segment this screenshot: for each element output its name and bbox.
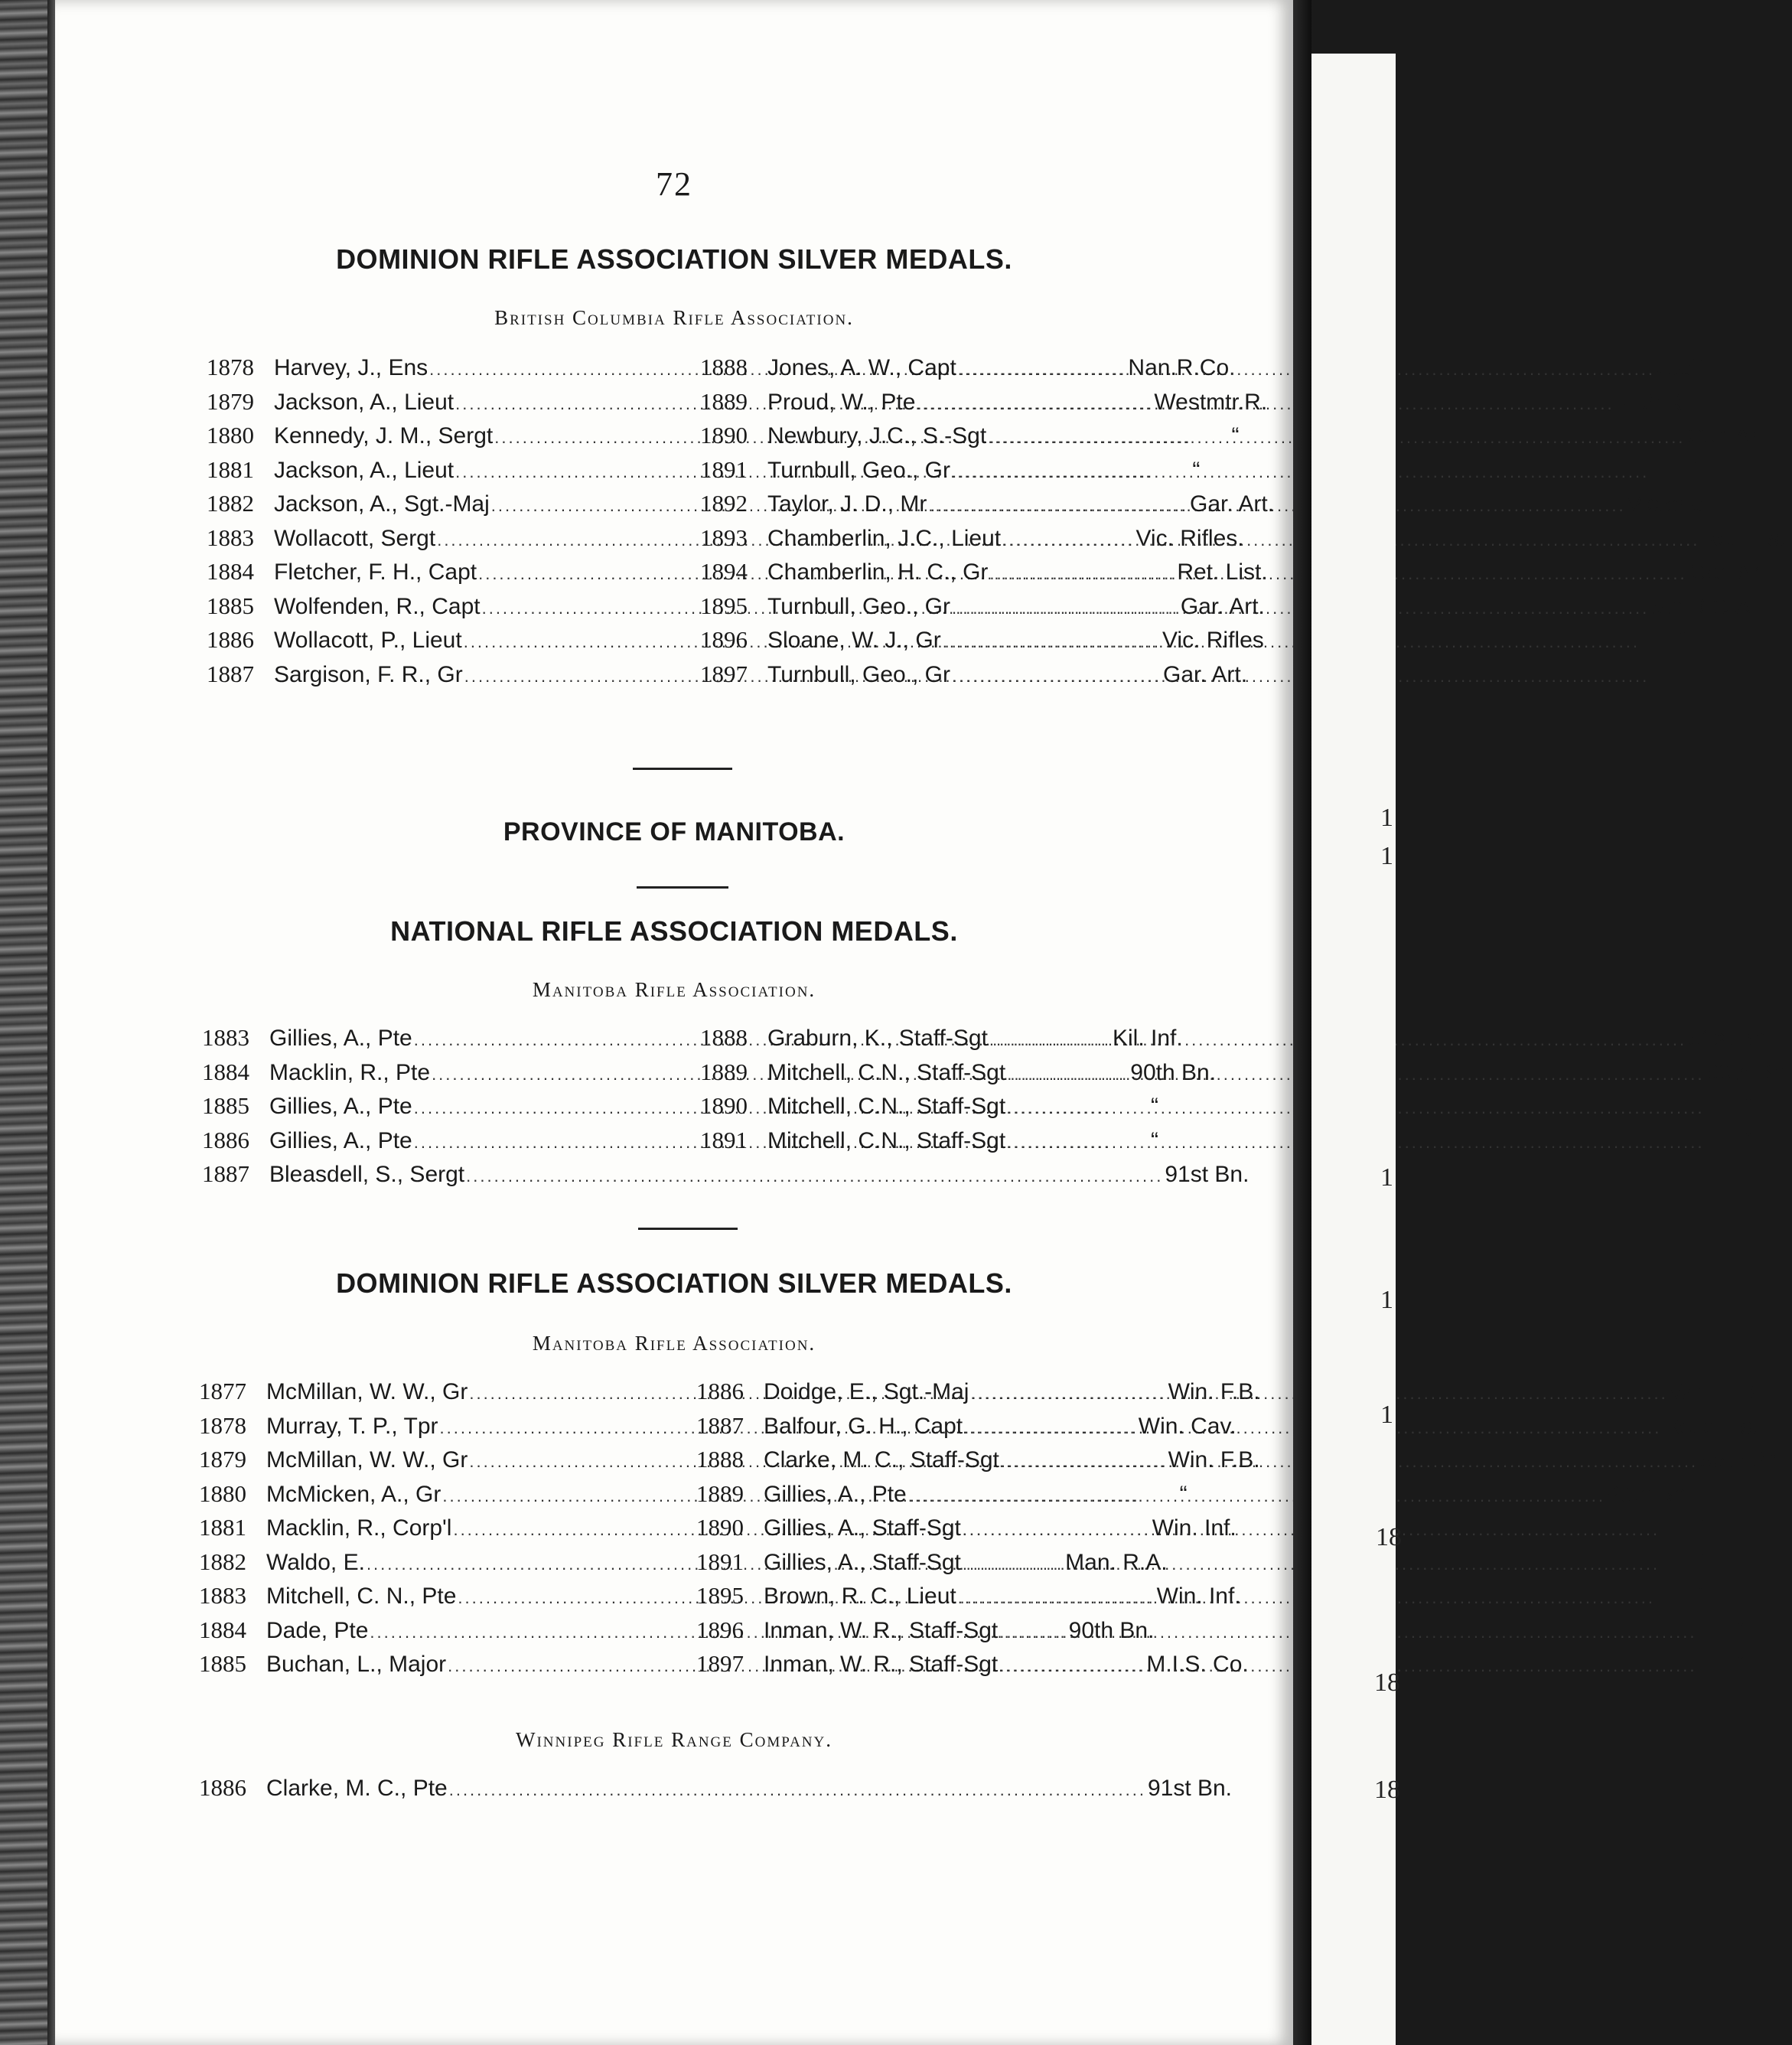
entry-name: Mitchell, C.N., Staff-Sgt	[767, 1059, 1006, 1085]
list-item	[700, 660, 1697, 695]
book-binding	[0, 0, 55, 2045]
entry-name: Jackson, A., Lieut	[274, 389, 455, 415]
entry-year: 1891	[700, 1126, 748, 1153]
entry-unit: 90th Bn.	[1706, 1059, 1792, 1085]
list-item	[202, 1160, 1250, 1195]
nra-right-column	[700, 1024, 1792, 1160]
section-heading-bc: DOMINION RIFLE ASSOCIATION SILVER MEDALS.	[336, 243, 1012, 275]
entry-name: Wollacott, P., Lieut	[274, 628, 462, 653]
entry-year: 1896	[696, 1616, 744, 1643]
entry-year: 1888	[700, 354, 748, 380]
entry-unit: 90th Bn.	[1130, 1059, 1217, 1085]
entry-name: Bleasdell, S., Sergt	[269, 1162, 465, 1187]
dot-leader	[466, 1166, 1163, 1186]
entry-name: Chamberlin, J.C., Lieut	[767, 525, 1002, 551]
entry-year: 1893	[700, 523, 748, 551]
entry-name: Mitchell, C.N., Staff-Sgt	[767, 1127, 1006, 1153]
entry-year: 1882	[207, 490, 254, 517]
entry-unit: “	[1192, 457, 1201, 483]
entry-unit: Westmtr.R.	[1154, 389, 1268, 415]
entry-year: 1884	[199, 1616, 246, 1643]
entry-year: 1880	[199, 1479, 246, 1507]
entry-unit: Vic. Rifles.	[1135, 525, 1244, 551]
entry-name: Gillies, A., Staff-Sgt	[764, 1515, 961, 1541]
dot-leader	[943, 632, 1640, 652]
fragment-text: 18	[1374, 1668, 1400, 1697]
entry-year: 1884	[207, 558, 254, 585]
entry-unit: “	[1736, 1652, 1745, 1677]
entry-name: Inman, W. R., Staff-Sgt	[764, 1617, 999, 1643]
entry-name: Wollacott, Sergt	[274, 525, 436, 551]
list-item	[700, 558, 1773, 592]
entry-year: 1890	[700, 422, 748, 448]
entry-name: Turnbull, Geo., Gr	[767, 593, 950, 619]
entry-name: Sargison, F. R., Gr	[274, 661, 463, 687]
entry-unit: “	[1699, 1515, 1708, 1541]
entry-year: 1877	[199, 1378, 246, 1404]
entry-unit: “	[1179, 1481, 1188, 1507]
list-item	[696, 1378, 1761, 1412]
entry-name: Jones, A. W., Capt	[767, 355, 956, 380]
entry-name: Turnbull, Geo., Gr	[767, 661, 950, 687]
entry-year: 1881	[207, 455, 254, 483]
entry-unit: “	[1699, 1549, 1708, 1575]
adjacent-page-edge	[1311, 54, 1402, 2045]
entry-year: 1886	[696, 1378, 744, 1404]
entry-year: 1889	[696, 1479, 744, 1507]
entry-unit: Victoria.	[1627, 491, 1710, 517]
entry-name: Gillies, A., Staff-Sgt	[764, 1549, 961, 1575]
entry-name: Macklin, R., Pte	[269, 1059, 431, 1085]
list-item	[700, 422, 1771, 456]
dot-leader	[928, 496, 1625, 516]
entry-year: 1889	[700, 1058, 748, 1085]
entry-unit: Win. F.B.	[1168, 1447, 1260, 1473]
list-item	[700, 523, 1792, 559]
entry-name: Jackson, A., Lieut	[274, 457, 455, 483]
list-item	[700, 626, 1687, 660]
entry-unit: Ret. List.	[1177, 559, 1268, 585]
entry-year: 1886	[202, 1126, 249, 1153]
entry-year: 1890	[696, 1514, 744, 1541]
entry-unit: “	[1689, 457, 1697, 483]
entry-year: 1897	[696, 1650, 744, 1677]
entry-name: Clarke, M. C., Pte	[266, 1776, 448, 1801]
entry-unit: 91st Bn.	[1688, 1026, 1773, 1051]
entry-year: 1878	[207, 354, 254, 380]
subheading-nra: Manitoba Rifle Association.	[532, 978, 816, 1001]
entry-year: 1885	[207, 592, 254, 619]
entry-name: Mitchell, C. N., Pte	[266, 1583, 457, 1609]
entry-name: McMillan, W. W., Gr	[266, 1379, 468, 1404]
entry-name: Dade, Pte	[266, 1617, 369, 1643]
entry-name: Newbury, J.C., S.-Sgt	[767, 423, 987, 448]
book-page	[55, 0, 1792, 2045]
entry-name: Gillies, A., Pte	[269, 1127, 412, 1153]
entry-unit: “	[1744, 1094, 1752, 1119]
entry-year: 1882	[199, 1548, 246, 1575]
fragment-text: 18	[1374, 1776, 1400, 1804]
entry-year: 1887	[202, 1160, 249, 1187]
book-gutter	[1293, 0, 1311, 2045]
subheading-bc: British Columbia Rifle Association.	[494, 306, 854, 329]
entry-year: 1883	[207, 523, 254, 551]
entry-name: Kennedy, J. M., Sergt	[274, 423, 494, 448]
entry-year: 1883	[199, 1582, 246, 1609]
list-item	[696, 1548, 1708, 1583]
entry-year: 1880	[207, 422, 254, 448]
entry-name: Doidge, E., Sgt.-Maj	[764, 1379, 969, 1404]
entry-unit: “	[1736, 1617, 1745, 1643]
entry-name: Macklin, R., Corp'l	[266, 1515, 452, 1541]
entry-unit: Ret'd List.	[1663, 1413, 1764, 1439]
entry-unit: N.W.R.	[1615, 389, 1689, 415]
list-item	[199, 1774, 1233, 1809]
entry-year: 1887	[207, 660, 254, 687]
winnipeg-column	[199, 1774, 1233, 1809]
divider-rule	[638, 1228, 738, 1230]
entry-year: 1890	[700, 1092, 748, 1119]
dot-leader	[917, 394, 1614, 414]
dot-leader	[908, 1486, 1605, 1506]
list-item	[700, 455, 1697, 491]
entry-unit: “	[1695, 1583, 1702, 1609]
entry-unit: Gar. Art.	[1688, 559, 1773, 585]
entry-name: Gillies, A., Pte	[269, 1026, 412, 1051]
entry-unit: 90th Bn.	[1606, 1481, 1693, 1507]
entry-unit: 91st Bn.	[1165, 1162, 1250, 1187]
entry-unit: “	[1231, 423, 1240, 448]
entry-unit: Nan.R.Co.	[1128, 355, 1236, 380]
entry-year: 1892	[700, 490, 748, 517]
drasm-right-column	[696, 1378, 1785, 1685]
entry-unit: M.I.S. Co.	[1146, 1652, 1249, 1677]
entry-name: Wolfenden, R., Capt	[274, 593, 481, 619]
entry-name: Mitchell, C.N., Staff-Sgt	[767, 1094, 1006, 1119]
section-heading-nra: NATIONAL RIFLE ASSOCIATION MEDALS.	[390, 915, 958, 947]
entry-year: 1895	[696, 1582, 744, 1609]
list-item	[700, 1126, 1752, 1161]
entry-year: 1896	[700, 626, 748, 653]
entry-year: 1891	[700, 455, 748, 483]
entry-year: 1885	[199, 1650, 246, 1677]
list-item	[700, 1024, 1773, 1058]
entry-year: 1897	[700, 660, 748, 687]
entry-unit: “	[1689, 661, 1697, 687]
entry-name: Balfour, G. H., Capt	[764, 1413, 963, 1439]
entry-unit: 95th Bn.	[1699, 1447, 1785, 1473]
dot-leader	[449, 1780, 1146, 1800]
fragment-text: 1	[1380, 1163, 1393, 1192]
entry-year: 1895	[700, 592, 748, 619]
province-heading: PROVINCE OF MANITOBA.	[503, 817, 845, 846]
entry-name: Proud, W., Pte	[767, 389, 916, 415]
fragment-text: 1	[1380, 804, 1393, 832]
fragment-text: 1	[1380, 1401, 1393, 1429]
list-item	[700, 387, 1689, 422]
entry-year: 1878	[199, 1411, 246, 1439]
entry-unit: 91st Bn.	[1147, 1776, 1233, 1801]
entry-year: 1879	[199, 1446, 246, 1473]
entry-year: 1884	[202, 1058, 249, 1085]
entry-name: Chamberlin, H. C., Gr	[767, 559, 989, 585]
list-item	[700, 1058, 1792, 1093]
list-item	[696, 1446, 1785, 1480]
entry-year: 1881	[199, 1514, 246, 1541]
entry-unit: Gar. Art.	[1162, 661, 1248, 687]
entry-unit: Gar. Art.	[1190, 491, 1275, 517]
entry-unit: Win. Inf.	[1152, 1515, 1236, 1541]
entry-name: Gillies, A., Pte	[269, 1094, 412, 1119]
entry-unit: Kil. Inf.	[1112, 1026, 1183, 1051]
entry-year: 1883	[202, 1024, 249, 1051]
entry-unit: Staff.	[1657, 355, 1710, 380]
entry-unit: Win. F.B.	[1669, 1379, 1761, 1404]
entry-name: Turnbull, Geo., Gr	[767, 457, 950, 483]
list-item	[696, 1514, 1708, 1548]
entry-name: Taylor, J. D., Mr	[767, 491, 927, 517]
list-item	[700, 354, 1710, 388]
entry-year: 1888	[700, 1024, 748, 1051]
entry-year: 1886	[199, 1774, 246, 1801]
page-number: 72	[656, 165, 692, 203]
entry-year: 1885	[202, 1092, 249, 1119]
entry-name: McMicken, A., Gr	[266, 1481, 441, 1507]
entry-year: 1887	[696, 1411, 744, 1439]
fragment-text: 1	[1380, 842, 1393, 870]
list-item	[700, 1092, 1752, 1127]
entry-unit: Man. R.A.	[1065, 1549, 1168, 1575]
entry-name: Graburn, K., Staff-Sgt	[767, 1026, 988, 1051]
entry-name: Clarke, M. C., Staff-Sgt	[764, 1447, 999, 1473]
entry-unit: “	[1150, 1127, 1158, 1153]
entry-unit: Gar. Art.	[1686, 423, 1771, 448]
entry-year: 1879	[207, 387, 254, 415]
list-item	[696, 1582, 1702, 1616]
entry-year: 1889	[700, 387, 748, 415]
entry-year: 1888	[696, 1446, 744, 1473]
entry-name: Brown, R. C., Lieut	[764, 1583, 956, 1609]
entry-unit: Win. F.B.	[1168, 1379, 1260, 1404]
section-heading-drasm: DOMINION RIFLE ASSOCIATION SILVER MEDALS.	[336, 1267, 1012, 1299]
subheading-winnipeg: Winnipeg Rifle Range Company.	[516, 1728, 832, 1751]
bc-right-column	[700, 354, 1792, 694]
list-item	[700, 592, 1757, 627]
entry-year: 1886	[207, 626, 254, 653]
entry-name: Gillies, A., Pte	[764, 1481, 907, 1507]
entry-unit: “	[1744, 1127, 1752, 1153]
list-item	[696, 1479, 1693, 1515]
entry-unit: Win. Cav.	[1138, 1413, 1236, 1439]
list-item	[696, 1650, 1745, 1685]
entry-unit: 5th R.C.A.	[1650, 593, 1757, 619]
list-item	[696, 1616, 1745, 1651]
entry-name: Waldo, E.	[266, 1549, 365, 1575]
entry-name: McMillan, W. W., Gr	[266, 1447, 468, 1473]
entry-year: 1891	[696, 1548, 744, 1575]
divider-rule	[637, 886, 728, 889]
entry-unit: “	[1150, 1094, 1158, 1119]
entry-unit: Ret. List.	[1701, 525, 1792, 551]
fragment-text: 1	[1380, 1286, 1393, 1314]
entry-name: Fletcher, F. H., Capt	[274, 559, 477, 585]
entry-unit: Win. Inf.	[1156, 1583, 1241, 1609]
entry-unit: Vic. Rifles	[1162, 628, 1264, 653]
entry-name: Sloane, W. J., Gr	[767, 628, 941, 653]
entry-unit: Gar. Art.	[1180, 593, 1265, 619]
entry-unit: 90th Bn.	[1068, 1617, 1155, 1643]
entry-name: Murray, T. P., Tpr	[266, 1413, 438, 1439]
fragment-text: 18	[1376, 1523, 1402, 1551]
entry-name: Jackson, A., Sgt.-Maj	[274, 491, 490, 517]
subheading-drasm: Manitoba Rifle Association.	[532, 1332, 816, 1355]
divider-rule	[633, 768, 732, 770]
entry-name: Inman, W. R., Staff-Sgt	[764, 1652, 999, 1677]
entry-name: Buchan, L., Major	[266, 1652, 447, 1677]
entry-unit: “	[1679, 628, 1687, 653]
list-item	[696, 1411, 1764, 1447]
entry-name: Harvey, J., Ens	[274, 355, 428, 380]
entry-year: 1894	[700, 558, 748, 585]
